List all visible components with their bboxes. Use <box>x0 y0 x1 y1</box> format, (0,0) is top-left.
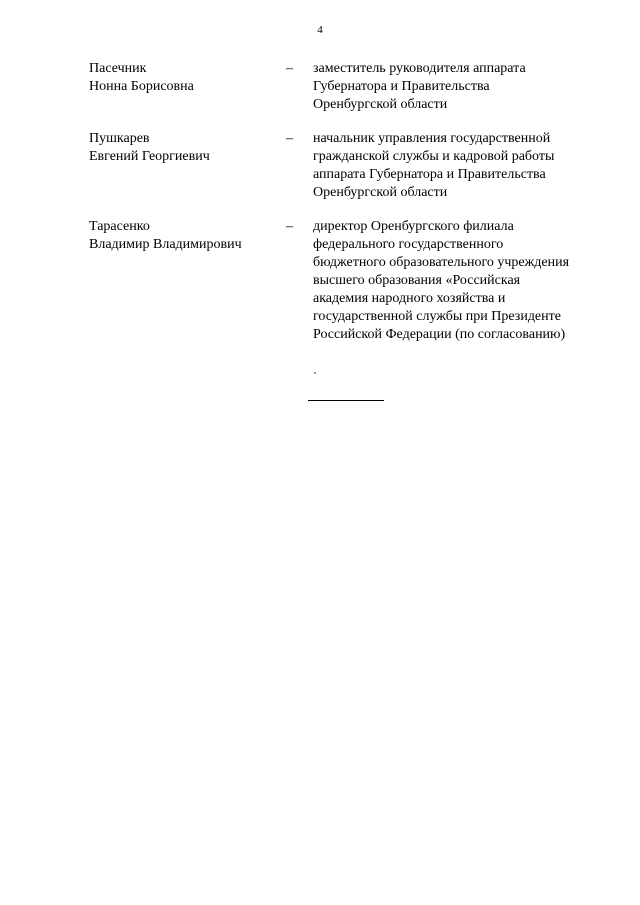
given-names: Нонна Борисовна <box>89 79 194 94</box>
member-name <box>89 60 279 96</box>
role-line: директор Оренбургского филиала <box>313 219 514 234</box>
role-line: высшего образования «Российская <box>313 273 521 288</box>
role-line: аппарата Губернатора и Правительства <box>313 167 546 182</box>
role-line: академия народного хозяйства и <box>313 291 506 306</box>
role-line: гражданской службы и кадровой работы <box>313 149 555 164</box>
member-role <box>313 130 613 202</box>
role-line: Оренбургской области <box>313 97 448 112</box>
member-role <box>313 60 613 114</box>
surname: Пушкарев <box>89 131 150 146</box>
role-line: начальник управления государственной <box>313 131 551 146</box>
scan-speck <box>314 372 316 374</box>
member-name <box>89 218 279 254</box>
role-line: Губернатора и Правительства <box>313 79 490 94</box>
role-line: государственной службы при Президенте <box>313 309 561 324</box>
given-names: Владимир Владимирович <box>89 237 242 252</box>
given-names: Евгений Георгиевич <box>89 149 210 164</box>
role-line: Российской Федерации (по согласованию) <box>313 327 566 342</box>
role-line: бюджетного образовательного учреждения <box>313 255 570 270</box>
role-line: Оренбургской области <box>313 185 448 200</box>
page-number: 4 <box>317 24 323 36</box>
surname: Тарасенко <box>89 219 150 234</box>
dash-separator: – <box>286 131 293 146</box>
surname: Пасечник <box>89 61 147 76</box>
member-role <box>313 218 613 344</box>
dash-separator: – <box>286 61 293 76</box>
role-line: федерального государственного <box>313 237 504 252</box>
member-name <box>89 130 279 166</box>
role-line: заместитель руководителя аппарата <box>313 61 526 76</box>
end-of-list-rule <box>308 400 384 401</box>
dash-separator: – <box>286 219 293 234</box>
